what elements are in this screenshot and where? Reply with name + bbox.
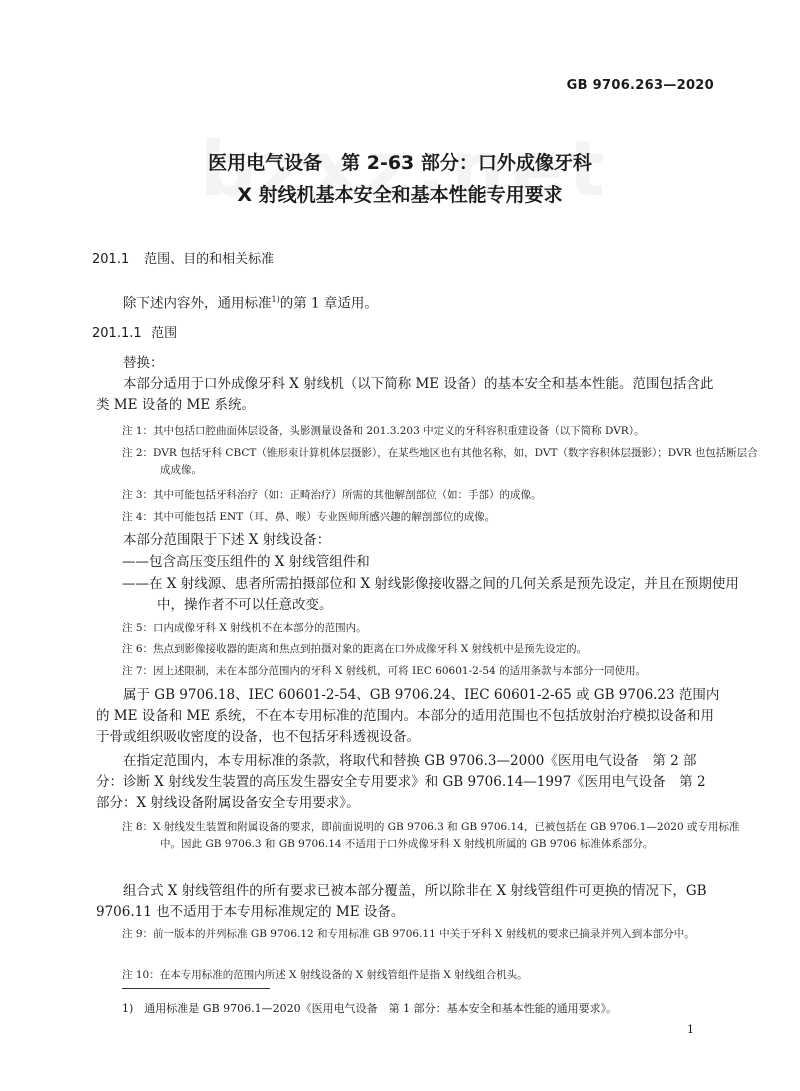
note: 注 2：DVR 包括牙科 CBCT（锥形束计算机体层摄影），在某些地区也有其他名称，如，DVT（数字容积体层摄影）；DVR 也包括断层合成成像。	[122, 447, 758, 476]
paragraph: 在指定范围内，本专用标准的条款，将取代和替换 GB 9706.3—2000《医用电气设备 第 2 部分：诊断 X 射线发生装置的高压发生器安全专用要求》和 GB 9706.14—1997《医用电气设备 第 2 部分：X 射线设备附属设备安全专用要求》。	[96, 753, 706, 811]
section-number: 201.1.1	[92, 326, 142, 341]
scope-intro-text: 除下述内容外，通用标准	[123, 295, 272, 312]
note: 注 8：X 射线发生装置和附属设备的要求，即前面说明的 GB 9706.3 和 GB 9706.14，已被包括在 GB 9706.1—2020 或专用标准中。因此 GB 9706.3 和 GB 9706.14 不适用于口外成像牙科 X 射线机所属的 GB 9706 标准体系部分。	[122, 821, 740, 850]
section-title: 范围、目的和相关标准	[144, 252, 275, 267]
list-item: ——在 X 射线源、患者所需拍摄部位和 X 射线影像接收器之间的几何关系是预先设定，并且在预期使用中，操作者不可以任意改变。	[122, 576, 739, 613]
note: 注 9：前一版本的并列标准 GB 9706.12 和专用标准 GB 9706.11 中关于牙科 X 射线机的要求已摘录并列入到本部分中。	[122, 928, 695, 940]
standard-code: GB 9706.263—2020	[566, 78, 714, 93]
replace-label: 替换：	[123, 355, 164, 371]
note: 注 7：因上述限制，未在本部分范围内的牙科 X 射线机，可将 IEC 60601-2-54 的适用条款与本部分一同使用。	[122, 665, 647, 677]
note: 注 3：其中可能包括牙科治疗（如：正畸治疗）所需的其他解剖部位（如：手部）的成像。	[122, 489, 542, 501]
scope-intro	[96, 289, 721, 315]
section-number: 201.1	[92, 252, 130, 267]
paragraph: 属于 GB 9706.18、IEC 60601-2-54、GB 9706.24、IEC 60601-2-65 或 GB 9706.23 范围内的 ME 设备和 ME 系统，不在本专用标准的范围内。本部分的适用范围也不包括放射治疗模拟设备和用于骨或组织吸收密度的设备，也不包括牙科透视设备。	[96, 687, 720, 745]
note: 注 5：口内成像牙科 X 射线机不在本部分的范围内。	[122, 622, 367, 634]
footnote-rule	[122, 988, 270, 989]
note: 注 6：焦点到影像接收器的距离和焦点到拍摄对象的距离在口外成像牙科 X 射线机中是预先设定的。	[122, 643, 588, 655]
paragraph: 本部分范围限于下述 X 射线设备：	[123, 532, 331, 548]
footnote: 1) 通用标准是 GB 9706.1—2020《医用电气设备 第 1 部分：基本安全和基本性能的通用要求》。	[122, 1002, 618, 1015]
section-title: 范围	[151, 326, 178, 341]
section-201-1	[92, 248, 274, 267]
page-number: 1	[687, 1023, 694, 1036]
footnote-ref: 1)	[271, 295, 280, 304]
paragraph: 组合式 X 射线管组件的所有要求已被本部分覆盖，所以除非在 X 射线管组件可更换的情况下，GB 9706.11 也不适用于本专用标准规定的 ME 设备。	[96, 883, 707, 920]
note: 注 10：在本专用标准的范围内所述 X 射线设备的 X 射线管组件是指 X 射线组合机头。	[122, 969, 528, 981]
section-201-1-1	[92, 322, 177, 341]
note: 注 4：其中可能包括 ENT（耳、鼻、喉）专业医师所感兴趣的解剖部位的成像。	[122, 511, 496, 523]
paragraph: 本部分适用于口外成像牙科 X 射线机（以下简称 ME 设备）的基本安全和基本性能。范围包括含此类 ME 设备的 ME 系统。	[96, 376, 714, 413]
title-line-1: 医用电气设备 第 2-63 部分：口外成像牙科	[208, 152, 592, 174]
note: 注 1：其中包括口腔曲面体层设备，头影测量设备和 201.3.203 中定义的牙科容积重建设备（以下简称 DVR）。	[122, 425, 645, 437]
title-line-2: X 射线机基本安全和基本性能专用要求	[237, 184, 563, 206]
scope-intro-end: 的第 1 章适用。	[279, 295, 378, 312]
list-item: ——包含高压变压组件的 X 射线管组件和	[122, 554, 370, 570]
